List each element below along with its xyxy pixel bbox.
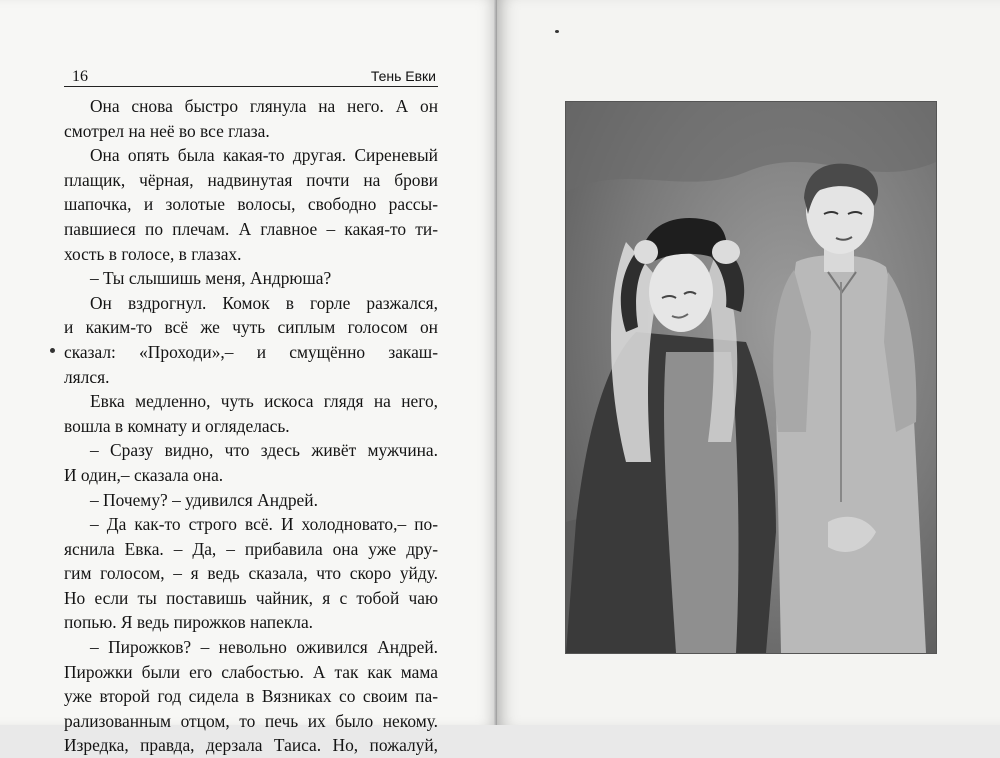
text-line: яснила Евка. – Да, – прибавила она уже дру- <box>64 538 438 559</box>
text-line: сказал: «Проходи»,– и смущённо закаш- <box>64 341 438 362</box>
text-line: смотрел на неё во все глаза. <box>64 120 270 141</box>
page-number: 16 <box>72 68 88 85</box>
text-line: – Да как-то строго всё. И холодновато,– по- <box>90 514 438 535</box>
text-line: лялся. <box>64 366 110 387</box>
running-title: Тень Евки <box>370 68 436 84</box>
print-speck <box>50 348 55 353</box>
text-line: Изредка, правда, дерзала Таиса. Но, пожалуй, <box>64 735 438 756</box>
text-line: – Пирожков? – невольно оживился Андрей. <box>90 637 438 658</box>
text-line: попью. Я ведь пирожков напекла. <box>64 612 314 633</box>
text-line: Но если ты поставишь чайник, я с тобой чаю <box>64 587 438 608</box>
text-line: хость в голосе, в глазах. <box>64 243 242 264</box>
text-line: рализованным отцом, то печь их было некому. <box>64 710 438 731</box>
text-line: – Почему? – удивился Андрей. <box>90 489 318 510</box>
body-text <box>64 94 438 758</box>
text-line: вошла в комнату и огляделась. <box>64 415 290 436</box>
text-line: – Ты слышишь меня, Андрюша? <box>90 268 332 289</box>
ink-wash-illustration <box>565 101 937 654</box>
illustration-girl-and-young-man <box>566 102 936 653</box>
text-line: плащик, чёрная, надвинутая почти на брови <box>64 169 438 190</box>
text-line: и каким-то всё же чуть сиплым голосом он <box>64 317 438 338</box>
text-line: Пирожки были его слабостью. А так как мама <box>64 661 438 682</box>
text-line: Она снова быстро глянула на него. А он <box>90 96 438 116</box>
text-line: павшиеся по плечам. А главное – какая-то ти- <box>64 218 438 239</box>
text-line: уже второй год сидела в Вязниках со своим па- <box>64 686 438 707</box>
page-header <box>64 66 438 87</box>
left-page <box>0 0 497 756</box>
text-line: И один,– сказала она. <box>64 464 224 485</box>
text-line: Она опять была какая-то другая. Сиреневый <box>90 145 438 166</box>
text-line: шапочка, и золотые волосы, свободно рассы- <box>64 194 438 215</box>
text-line: – Сразу видно, что здесь живёт мужчина. <box>90 440 438 461</box>
text-line: Он вздрогнул. Комок в горле разжался, <box>90 292 438 313</box>
print-speck <box>555 30 559 33</box>
text-line: гим голосом, – я ведь сказала, что скоро уйду. <box>64 563 438 584</box>
text-line: Евка медленно, чуть искоса глядя на него, <box>90 391 438 412</box>
